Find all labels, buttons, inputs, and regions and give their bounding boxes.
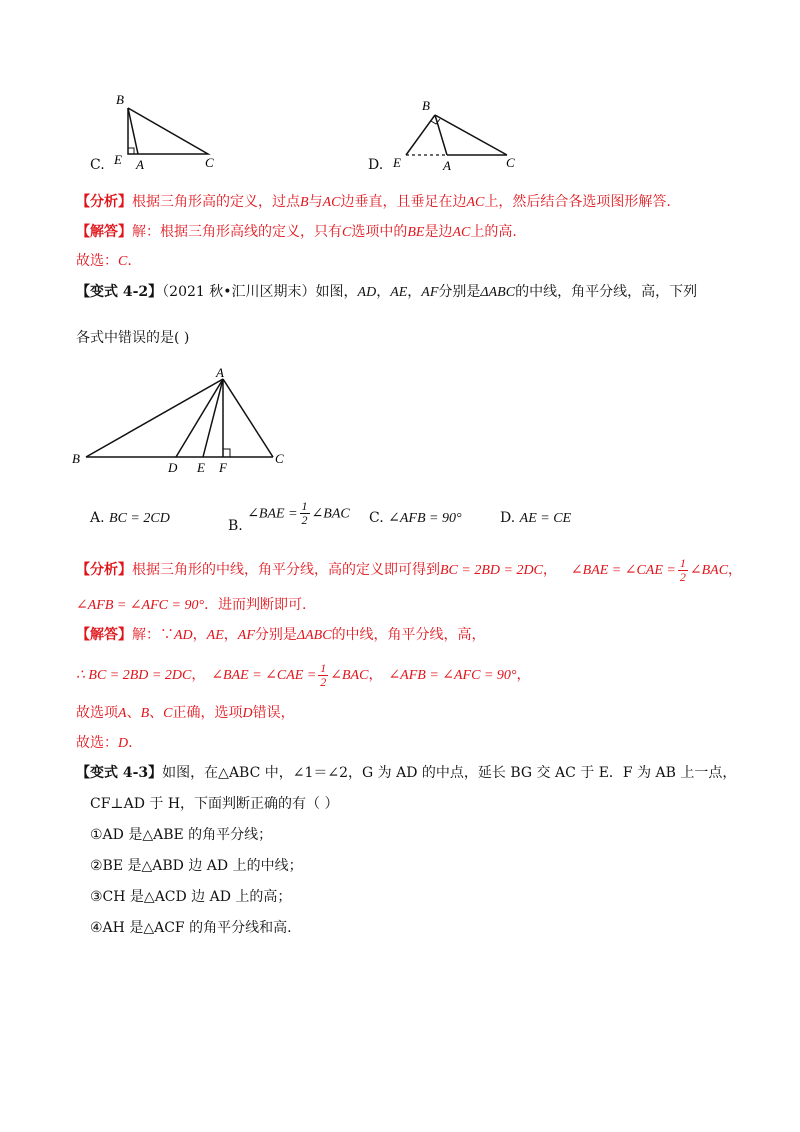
q42-solution-line3: 故选项A、B、C正确，选项D错误， (76, 705, 295, 721)
q42-stem-line2: 各式中错误的是( ) (76, 330, 190, 346)
figure-q42 (68, 365, 298, 480)
option-c-label: C. (90, 157, 105, 173)
q42-analysis-line2: ∠AFB = ∠AFC = 90°．进而判断即可. (76, 597, 307, 613)
q42-option-d[interactable]: D. AE = CE (500, 510, 572, 526)
q41-answer: 故选：C. (76, 253, 132, 269)
figure-option-c (108, 90, 228, 175)
q42-answer: 故选：D. (76, 735, 133, 751)
figure-option-d (390, 95, 530, 175)
option-d-label: D. (368, 157, 384, 173)
label-d: D (168, 460, 178, 475)
segment-e-b (406, 115, 435, 155)
fraction-one-half: $\frac{1}{2}$ (301, 499, 308, 527)
q43-item-4: ④AH 是△ACF 的角平分线和高. (90, 920, 292, 936)
q43-stem-line1: 【变式 4-3】如图，在△ABC 中，∠1＝∠2，G 为 AD 的中点，延长 BG 交 AC 于 E．F 为 AB 上一点， (76, 765, 737, 781)
q42-stem-line1: 【变式 4-2】（2021 秋•汇川区期末）如图，AD，AE，AF分别是ΔABC的中线，角平分线，高，下列 (76, 284, 698, 300)
q43-item-1: ①AD 是△ABE 的角平分线； (90, 827, 273, 843)
segment-a-c (223, 379, 273, 457)
label-c: C (275, 451, 284, 466)
segment-b-a (128, 108, 138, 154)
label-f: F (219, 460, 227, 475)
q42-solution-line1: 【解答】解：∵AD，AE，AF分别是ΔABC的中线，角平分线，高， (76, 627, 486, 643)
label-a: A (136, 157, 144, 172)
q42-option-a[interactable]: A. BC = 2CD (90, 510, 170, 526)
label-e: E (114, 152, 122, 167)
right-angle-mark (128, 148, 134, 154)
label-e: E (197, 460, 205, 475)
label-b: B (72, 451, 80, 466)
right-angle-mark (223, 449, 230, 457)
q42-option-c[interactable]: C. ∠AFB = 90° (369, 510, 462, 526)
label-e: E (393, 155, 401, 170)
q42-option-b[interactable]: B. ∠BAE = $\frac{1}{2}$ ∠BAC (228, 499, 350, 534)
label-b: B (116, 92, 124, 107)
segment-a-d (176, 379, 223, 457)
segment-a-b (86, 379, 223, 457)
triangle-c (128, 108, 208, 154)
label-a: A (443, 158, 451, 173)
q41-solution: 【解答】解：根据三角形高线的定义，只有C选项中的BE是边AC上的高. (76, 224, 517, 240)
label-c: C (506, 155, 515, 170)
q43-stem-line2: CF⊥AD 于 H，下面判断正确的有（ ） (90, 796, 339, 812)
q41-analysis: 【分析】根据三角形高的定义，过点B与AC边垂直，且垂足在边AC上，然后结合各选项图形解答. (76, 194, 671, 210)
label-b: B (422, 98, 430, 113)
q42-solution-line2: ∴ BC = 2BD = 2DC， ∠BAE = ∠CAE = $\frac{1}{2}$ ∠BAC， ∠AFB = ∠AFC = 90°， (76, 660, 531, 689)
q42-analysis-line1: 【分析】根据三角形的中线，角平分线，高的定义即可得到BC = 2BD = 2DC， ∠BAE = ∠CAE = $\frac{1}{2}$ ∠BAC， (76, 555, 743, 584)
q43-item-3: ③CH 是△ACD 边 AD 上的高； (90, 889, 292, 905)
q43-item-2: ②BE 是△ABD 边 AD 上的中线； (90, 858, 303, 874)
label-a: A (216, 365, 224, 380)
label-c: C (205, 155, 214, 170)
segment-a-e (203, 379, 223, 457)
